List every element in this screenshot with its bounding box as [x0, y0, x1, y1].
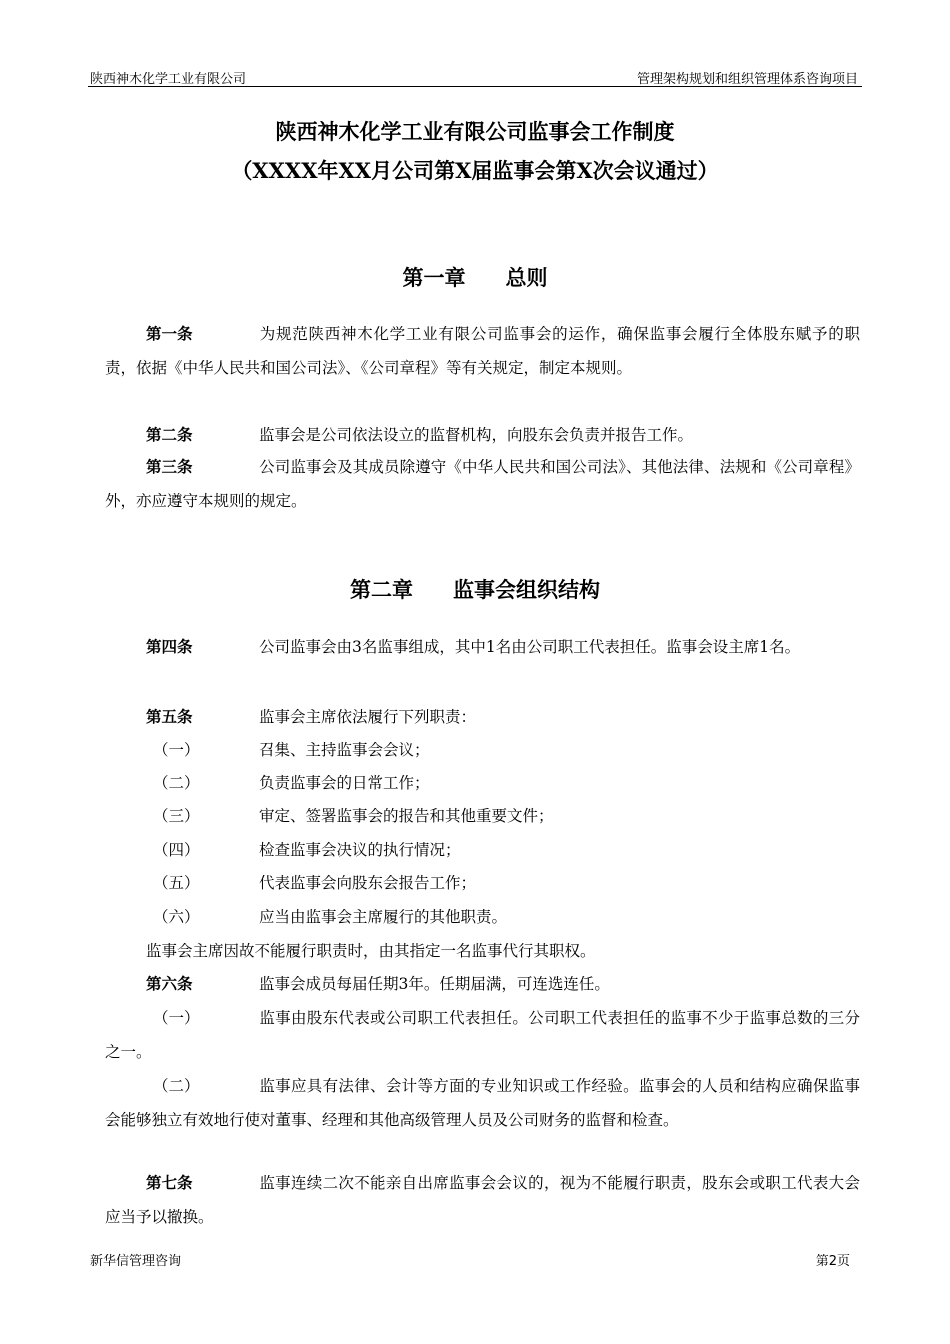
list-item [105, 1001, 860, 1069]
article-label: 第六条 [146, 974, 193, 993]
document-title: 陕西神木化学工业有限公司监事会工作制度 [275, 119, 675, 144]
list-item [105, 766, 860, 800]
footer-firm: 新华信管理咨询 [90, 1254, 182, 1269]
article-label: 第一条 [146, 324, 193, 343]
item-label: （一） [153, 741, 200, 759]
chapter-number: 第一章 [402, 265, 466, 290]
item-label: （二） [153, 774, 200, 792]
document-subtitle: （XXXX年XX月公司第X届监事会第X次会议通过） [231, 158, 719, 183]
article-label: 第三条 [146, 457, 193, 476]
article-5 [105, 700, 860, 734]
list-item [105, 833, 860, 867]
item-text: 监事由股东代表或公司职工代表担任。公司职工代表担任的监事不少于监事总数的三分之一。 [105, 1009, 860, 1061]
item-text: 审定、签署监事会的报告和其他重要文件； [259, 807, 554, 825]
list-item [105, 900, 860, 934]
article-text: 监事会是公司依法设立的监督机构，向股东会负责并报告工作。 [259, 426, 694, 444]
article-7 [105, 1166, 860, 1234]
list-item [105, 733, 860, 767]
article-text: 监事会主席依法履行下列职责： [259, 708, 477, 726]
item-text: 代表监事会向股东会报告工作； [259, 874, 477, 892]
article-6 [105, 967, 860, 1001]
header-rule [88, 86, 862, 87]
list-item [105, 799, 860, 833]
note-text: 监事会主席因故不能履行职责时，由其指定一名监事代行其职权。 [146, 942, 596, 960]
item-text: 应当由监事会主席履行的其他职责。 [259, 908, 508, 926]
header-company: 陕西神木化学工业有限公司 [90, 72, 247, 87]
article-1 [105, 317, 860, 385]
item-label: （二） [153, 1077, 200, 1095]
item-label: （四） [153, 841, 200, 859]
list-item [105, 866, 860, 900]
article-text: 监事会成员每届任期3年。任期届满，可连选连任。 [259, 975, 610, 993]
item-text: 检查监事会决议的执行情况； [259, 841, 461, 859]
item-text: 召集、主持监事会会议； [259, 741, 430, 759]
header-project: 管理架构规划和组织管理体系咨询项目 [636, 72, 858, 87]
article-2 [105, 418, 860, 452]
article-text: 监事连续二次不能亲自出席监事会会议的，视为不能履行职责，股东会或职工代表大会应当予以撤换。 [105, 1174, 860, 1226]
article-text: 为规范陕西神木化学工业有限公司监事会的运作，确保监事会履行全体股东赋予的职责，依据《中华人民共和国公司法》、《公司章程》等有关规定，制定本规则。 [105, 325, 860, 377]
article-4 [105, 630, 860, 664]
chapter-name: 总则 [505, 265, 548, 290]
article-3 [105, 450, 860, 518]
chapter-1-heading [88, 262, 862, 292]
item-label: （五） [153, 874, 200, 892]
item-label: （三） [153, 807, 200, 825]
article-label: 第五条 [146, 707, 193, 726]
chairman-substitute-note [105, 934, 860, 968]
article-label: 第二条 [146, 425, 193, 444]
footer-page-number: 第2页 [815, 1254, 850, 1269]
article-text: 公司监事会由3名监事组成，其中1名由公司职工代表担任。监事会设主席1名。 [259, 638, 801, 656]
article-text: 公司监事会及其成员除遵守《中华人民共和国公司法》、其他法律、法规和《公司章程》外，亦应遵守本规则的规定。 [105, 458, 860, 510]
item-text: 负责监事会的日常工作； [259, 774, 430, 792]
chapter-2-heading [88, 574, 862, 604]
item-label: （六） [153, 908, 200, 926]
article-label: 第七条 [146, 1173, 193, 1192]
item-label: （一） [153, 1009, 200, 1027]
item-text: 监事应具有法律、会计等方面的专业知识或工作经验。监事会的人员和结构应确保监事会能够独立有效地行使对董事、经理和其他高级管理人员及公司财务的监督和检查。 [105, 1077, 860, 1129]
article-label: 第四条 [146, 637, 193, 656]
list-item [105, 1069, 860, 1137]
chapter-number: 第二章 [350, 577, 413, 602]
chapter-name: 监事会组织结构 [453, 577, 600, 602]
